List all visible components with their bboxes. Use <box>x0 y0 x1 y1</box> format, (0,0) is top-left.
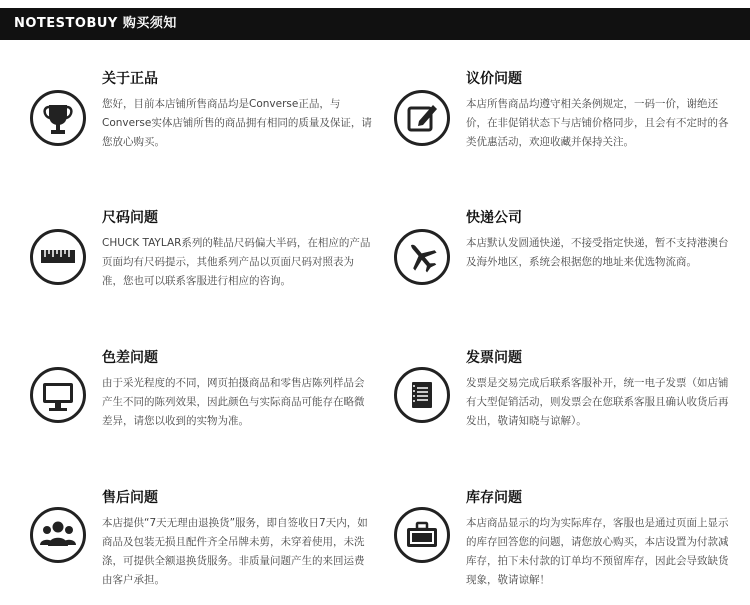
item-body: 发票是交易完成后联系客服补开，统一电子发票（如店铺有大型促销活动，则发票会在您联系客服且确认收货后再发出，敬请知晓与谅解）。 <box>466 377 729 427</box>
page-title: NOTESTOBUY 购买须知 <box>14 16 177 31</box>
info-item-shipping <box>394 207 729 307</box>
item-title: 尺码问题 <box>102 210 158 226</box>
header-bar <box>0 8 750 40</box>
item-body: 本店默认发圆通快递，不接受指定快递，暂不支持港澳台及海外地区，系统会根据您的地址来优选物流商。 <box>466 237 729 268</box>
item-title: 库存问题 <box>466 490 522 506</box>
edit-icon <box>394 90 450 146</box>
ruler-icon <box>30 229 86 285</box>
airplane-icon <box>394 229 450 285</box>
item-title: 关于正品 <box>102 71 158 87</box>
item-title: 议价问题 <box>466 71 522 87</box>
item-title: 售后问题 <box>102 490 158 506</box>
item-title: 色差问题 <box>102 350 158 366</box>
info-item-color <box>30 347 365 447</box>
info-item-pricing <box>394 68 729 178</box>
suitcase-icon <box>394 507 450 563</box>
notebook-icon <box>394 367 450 423</box>
item-body: CHUCK TAYLAR系列的鞋品尺码偏大半码，在相应的产品页面均有尺码提示，其他系列产品以页面尺码对照表为准，您也可以联系客服进行相应的咨询。 <box>102 237 371 287</box>
item-body: 由于采光程度的不同，网页拍摄商品和零售店陈列样品会产生不同的陈列效果，因此颜色与实际商品可能存在略微差异，请您以收到的实物为准。 <box>102 377 365 427</box>
group-icon <box>30 507 86 563</box>
info-item-aftersales <box>30 487 368 597</box>
item-body: 本店所售商品均遵守相关条例规定，一码一价，谢绝还价，在非促销状态下与店铺价格同步，且会有不定时的各类优惠活动，欢迎收藏并保持关注。 <box>466 98 729 148</box>
info-item-inventory <box>394 487 729 597</box>
info-item-sizing <box>30 207 371 317</box>
monitor-icon <box>30 367 86 423</box>
item-title: 发票问题 <box>466 350 522 366</box>
trophy-icon <box>30 90 86 146</box>
info-item-authentic <box>30 68 372 168</box>
item-body: 本店提供“7天无理由退换货”服务，即自签收日7天内，如商品及包装无损且配件齐全吊牌未剪，未穿着使用，未洗涤，可提供全额退换货服务。非质量问题产生的来回运费由客户承担。 <box>102 517 368 586</box>
info-item-invoice <box>394 347 729 447</box>
item-title: 快递公司 <box>466 210 522 226</box>
item-body: 您好，目前本店铺所售商品均是Converse正品，与Converse实体店铺所售的商品拥有相同的质量及保证，请您放心购买。 <box>102 98 372 148</box>
item-body: 本店商品显示的均为实际库存，客服也是通过页面上显示的库存回答您的问题，请您放心购买，本店设置为付款减库存，拍下未付款的订单均不预留库存，因此会导致缺货现象，敬请谅解！ <box>466 517 729 586</box>
